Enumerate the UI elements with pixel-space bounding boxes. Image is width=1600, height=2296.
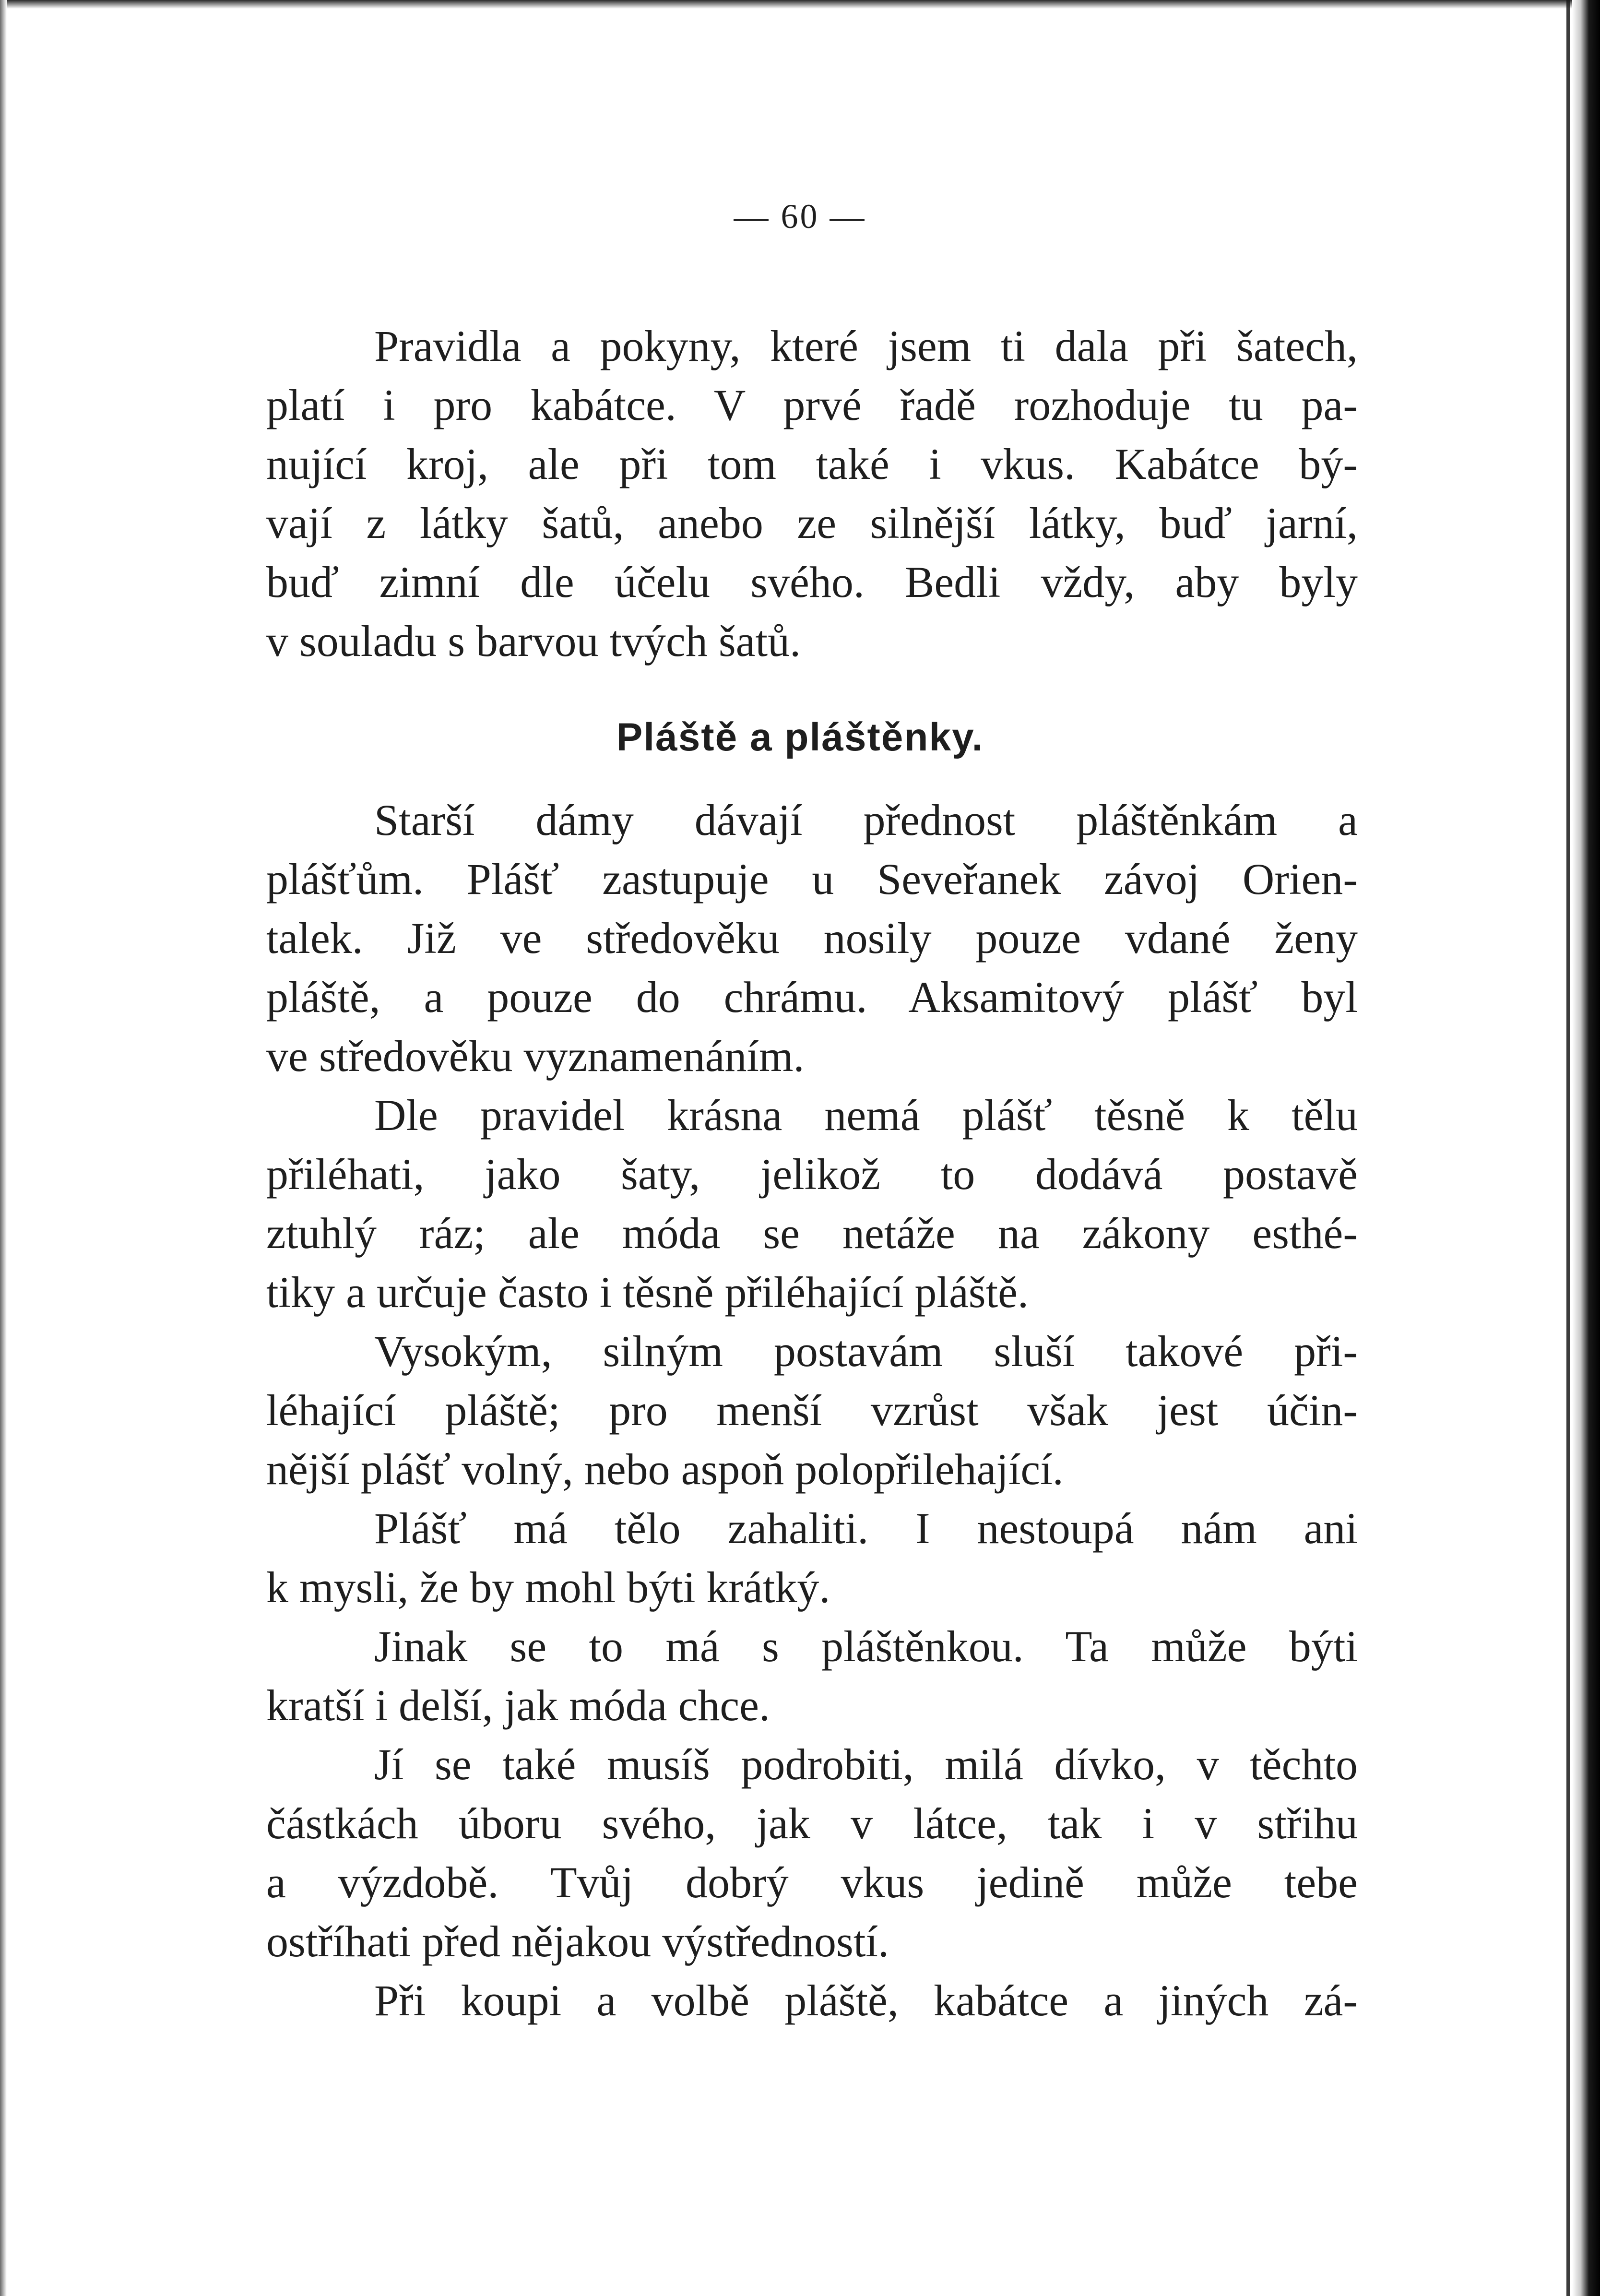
text-line: pláště, a pouze do chrámu. Aksamitový plášť byl: [266, 973, 1358, 1022]
text-line: ve středověku vyznamenáním.: [266, 1032, 805, 1081]
scan-left-edge: [0, 0, 7, 2296]
text-line: ztuhlý ráz; ale móda se netáže na zákony esthé-: [266, 1209, 1358, 1258]
text-line: nější plášť volný, nebo aspoň polopřilehající.: [266, 1445, 1064, 1494]
text-line: v souladu s barvou tvých šatů.: [266, 617, 801, 666]
text-line: Dle pravidel krásna nemá plášť těsně k tělu: [374, 1091, 1358, 1140]
text-line: léhající pláště; pro menší vzrůst však jest účin-: [266, 1386, 1358, 1435]
text-line: Starší dámy dávají přednost pláštěnkám a: [374, 796, 1358, 845]
text-line: Jinak se to má s pláštěnkou. Ta může býti: [374, 1622, 1358, 1671]
text-line: platí i pro kabátce. V prvé řadě rozhoduje tu pa-: [266, 381, 1358, 429]
text-line: Pravidla a pokyny, které jsem ti dala při šatech,: [374, 321, 1358, 370]
section-heading: Pláště a pláštěnky.: [616, 715, 984, 759]
text-line: vají z látky šatů, anebo ze silnější látky, buď jarní,: [266, 499, 1358, 547]
scan-top-edge: [0, 0, 1600, 9]
text-line: přiléhati, jako šaty, jelikož to dodává postavě: [266, 1150, 1358, 1199]
text-line: buď zimní dle účelu svého. Bedli vždy, aby byly: [266, 558, 1358, 607]
text-line: Jí se také musíš podrobiti, milá dívko, v těchto: [374, 1740, 1358, 1789]
text-line: talek. Již ve středověku nosily pouze vdané ženy: [266, 914, 1358, 963]
text-line: částkách úboru svého, jak v látce, tak i v střihu: [266, 1799, 1358, 1848]
text-line: Vysokým, silným postavám sluší takové při-: [374, 1327, 1358, 1376]
section-body: [266, 791, 1358, 2030]
paragraph-kabatce: [266, 317, 1358, 671]
text-line: Plášť má tělo zahaliti. I nestoupá nám ani: [374, 1504, 1358, 1553]
text-line: Při koupi a volbě pláště, kabátce a jiných zá-: [374, 1976, 1358, 2025]
text-line: a výzdobě. Tvůj dobrý vkus jedině může tebe: [266, 1858, 1358, 1907]
text-line: nující kroj, ale při tom také i vkus. Kabátce bý-: [266, 440, 1358, 488]
text-line: plášťům. Plášť zastupuje u Seveřanek závoj Orien-: [266, 855, 1358, 904]
page-number: — 60 —: [734, 197, 866, 236]
book-binding-shadow: [1572, 0, 1600, 2296]
text-line: ostříhati před nějakou výstředností.: [266, 1917, 889, 1966]
book-binding-line: [1566, 0, 1570, 2296]
text-line: kratší i delší, jak móda chce.: [266, 1681, 770, 1730]
text-line: k mysli, že by mohl býti krátký.: [266, 1563, 830, 1612]
text-line: tiky a určuje často i těsně přiléhající pláště.: [266, 1268, 1029, 1317]
